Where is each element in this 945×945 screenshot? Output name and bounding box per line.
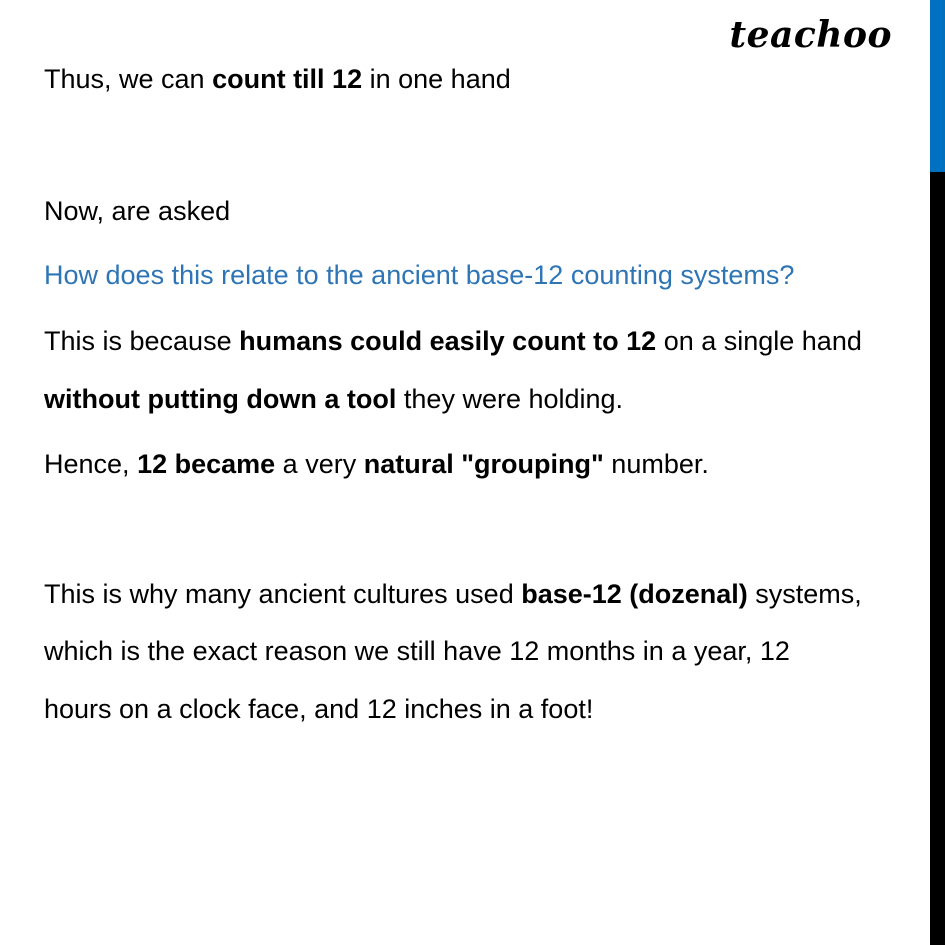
bold-segment: count till 12 (212, 64, 363, 94)
bold-segment: natural "grouping" (363, 449, 604, 479)
text-segment: Thus, we can (44, 64, 213, 94)
text-line-count-till-12 (44, 62, 511, 96)
text-segment: in one hand (362, 64, 511, 94)
text-line-humans-count (44, 324, 862, 358)
text-line-without-tool (44, 382, 623, 416)
bold-segment: base-12 (dozenal) (521, 579, 748, 609)
question-text: How does this relate to the ancient base-12 counting systems? (44, 260, 795, 290)
text-segment: a very (275, 449, 364, 479)
text-line-hours-inches (44, 692, 593, 726)
bold-segment: humans could easily count to 12 (239, 326, 657, 356)
text-segment: hours on a clock face, and 12 inches in a foot! (44, 694, 594, 724)
text-segment: This is why many ancient cultures used (44, 579, 522, 609)
edge-bar-accent (930, 0, 945, 172)
text-line-now-asked (44, 194, 230, 228)
text-segment: on a single hand (656, 326, 862, 356)
text-segment: number. (603, 449, 709, 479)
text-segment: which is the exact reason we still have 12 months in a year, 12 (44, 636, 790, 666)
text-segment: they were holding. (396, 384, 624, 414)
bold-segment: without putting down a tool (44, 384, 397, 414)
text-line-ancient-cultures (44, 577, 862, 611)
teachoo-logo: teachoo (729, 14, 892, 56)
bold-segment: 12 became (137, 449, 276, 479)
text-segment: Now, are asked (44, 196, 231, 226)
text-line-natural-grouping (44, 447, 709, 481)
text-segment: Hence, (44, 449, 138, 479)
text-segment: This is because (44, 326, 240, 356)
text-segment: systems, (747, 579, 862, 609)
text-line-months (44, 634, 790, 668)
question-line (44, 258, 794, 292)
